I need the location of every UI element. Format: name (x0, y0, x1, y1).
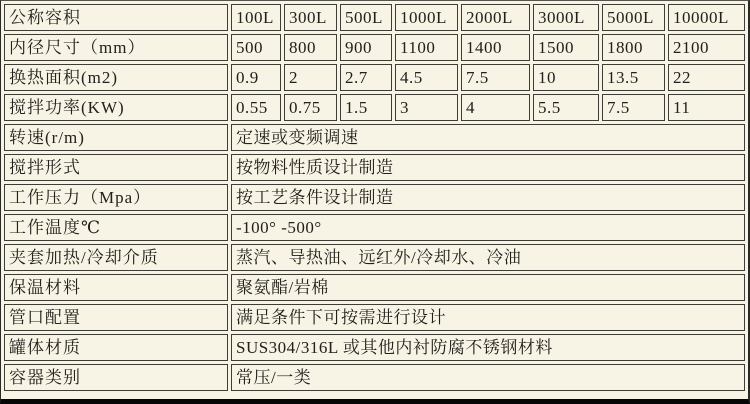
spec-cell: 800 (284, 34, 337, 61)
spec-cell: 5000L (602, 4, 665, 31)
spec-cell: 1800 (602, 34, 665, 61)
table-row-nozzle-configuration (4, 304, 745, 331)
spec-cell: 2100 (668, 34, 745, 61)
spec-cell: 2000L (461, 4, 530, 31)
spec-cell: 1100 (395, 34, 458, 61)
row-label: 管口配置 (4, 304, 228, 331)
spec-cell: 1400 (461, 34, 530, 61)
table-row-working-pressure (4, 184, 745, 211)
row-label: 搅拌功率(KW) (4, 94, 228, 121)
table-row-inner-diameter (4, 34, 745, 61)
value-cell: 常压/一类 (231, 364, 745, 391)
spec-cell: 1.5 (340, 94, 392, 121)
spec-cell: 3000L (533, 4, 599, 31)
spec-cell: 7.5 (602, 94, 665, 121)
spec-cell: 7.5 (461, 64, 530, 91)
spec-cell: 10 (533, 64, 599, 91)
spec-cell: 500 (231, 34, 281, 61)
product-spec-table (1, 1, 748, 394)
row-label: 搅拌形式 (4, 154, 228, 181)
value-cell: 按物料性质设计制造 (231, 154, 745, 181)
spec-cell: 5.5 (533, 94, 599, 121)
spec-cell: 900 (340, 34, 392, 61)
spec-cell: 4 (461, 94, 530, 121)
value-cell: 按工艺条件设计制造 (231, 184, 745, 211)
spec-cell: 4.5 (395, 64, 458, 91)
value-cell: -100° -500° (231, 214, 745, 241)
table-row-jacket-medium (4, 244, 745, 271)
spec-cell: 0.9 (231, 64, 281, 91)
spec-cell: 100L (231, 4, 281, 31)
row-label: 夹套加热/冷却介质 (4, 244, 228, 271)
table-row-working-temperature (4, 214, 745, 241)
row-label: 换热面积(m2) (4, 64, 228, 91)
spec-cell: 2 (284, 64, 337, 91)
row-label: 工作压力（Mpa） (4, 184, 228, 211)
spec-cell: 3 (395, 94, 458, 121)
table-row-vessel-category (4, 364, 745, 391)
spec-cell: 11 (668, 94, 745, 121)
row-label: 内径尺寸（mm） (4, 34, 228, 61)
table-row-nominal-volume (4, 4, 745, 31)
spec-cell: 13.5 (602, 64, 665, 91)
row-label: 容器类别 (4, 364, 228, 391)
table-row-insulation-material (4, 274, 745, 301)
value-cell: SUS304/316L 或其他内衬防腐不锈钢材料 (231, 334, 745, 361)
row-label: 罐体材质 (4, 334, 228, 361)
spec-cell: 300L (284, 4, 337, 31)
value-cell: 蒸汽、导热油、远红外/冷却水、冷油 (231, 244, 745, 271)
value-cell: 定速或变频调速 (231, 124, 745, 151)
table-row-stirring-power (4, 94, 745, 121)
spec-cell: 1000L (395, 4, 458, 31)
table-row-tank-material (4, 334, 745, 361)
spec-cell: 500L (340, 4, 392, 31)
spec-cell: 10000L (668, 4, 745, 31)
value-cell: 聚氨酯/岩棉 (231, 274, 745, 301)
row-label: 公称容积 (4, 4, 228, 31)
spec-cell: 1500 (533, 34, 599, 61)
value-cell: 满足条件下可按需进行设计 (231, 304, 745, 331)
spec-cell: 2.7 (340, 64, 392, 91)
table-row-stirring-form (4, 154, 745, 181)
spec-cell: 0.75 (284, 94, 337, 121)
spec-cell: 0.55 (231, 94, 281, 121)
row-label: 保温材料 (4, 274, 228, 301)
row-label: 工作温度℃ (4, 214, 228, 241)
row-label: 转速(r/m) (4, 124, 228, 151)
table-row-heat-exchange-area (4, 64, 745, 91)
spec-cell: 22 (668, 64, 745, 91)
table-row-rotation-speed (4, 124, 745, 151)
